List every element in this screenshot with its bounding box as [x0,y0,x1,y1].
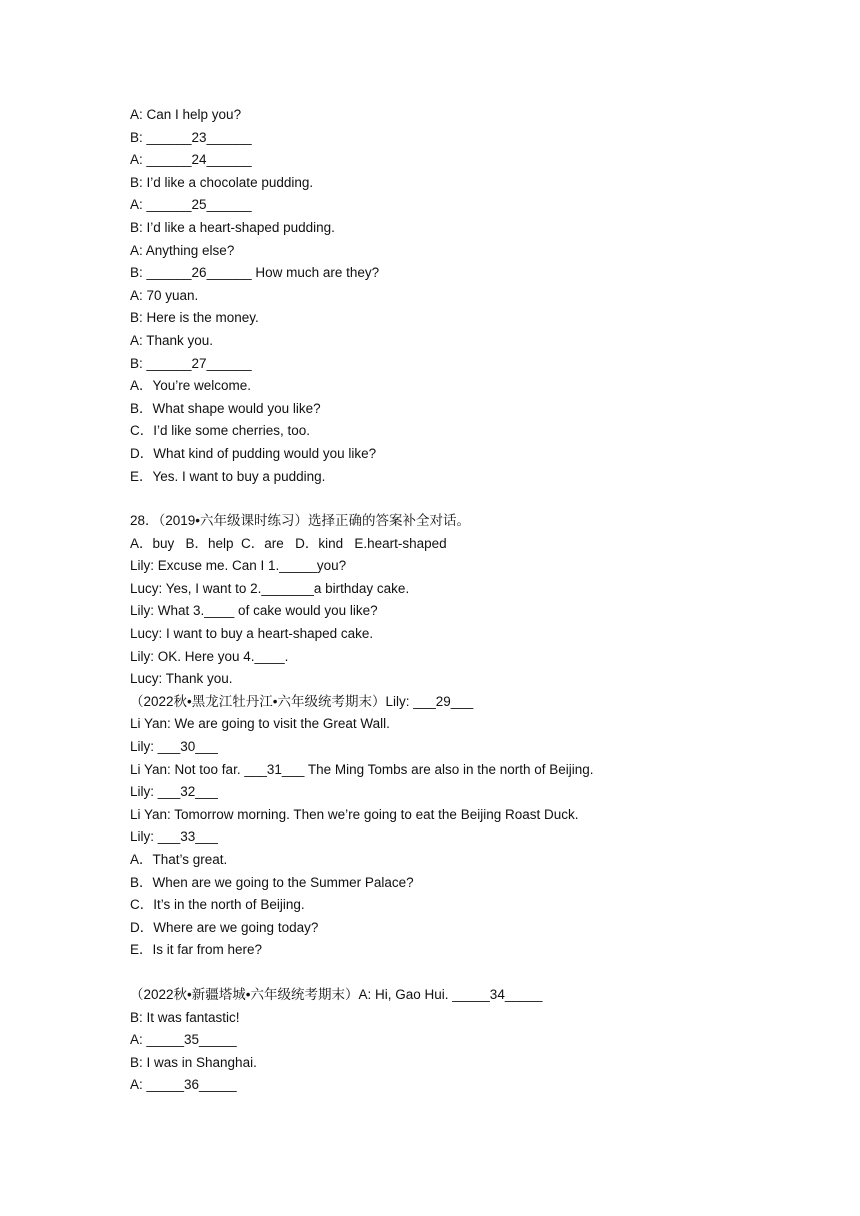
dialogue-shop-section [130,104,810,488]
text-line: B: It was fantastic! [130,1009,240,1025]
option-line: D．What kind of pudding would you like? [130,445,377,461]
text-line: B: ______27______ [130,355,252,371]
text-line: B: I’d like a heart-shaped pudding. [130,219,335,235]
text-line: Lily: OK. Here you 4.____. [130,648,289,664]
text-line: A: _____35_____ [130,1032,237,1048]
text-line: B: ______26______ How much are they? [130,265,380,281]
text-line: Lily: What 3.____ of cake would you like? [130,603,378,619]
text-line: B: I was in Shanghai. [130,1054,257,1070]
text-line: A: 70 yuan. [130,287,199,303]
section-gap [130,488,810,510]
word-bank: A．buy B．help C．are D．kind E.heart-shaped [130,535,447,551]
option-line: C．It’s in the north of Beijing. [130,897,305,913]
text-line: Lily: ___30___ [130,739,218,755]
text-line: Li Yan: Not too far. ___31___ The Ming Tombs are also in the north of Beijing. [130,761,594,777]
dialogue-shanghai-section [130,984,810,1097]
option-line: A．You’re welcome. [130,378,252,394]
text-line: B: I’d like a chocolate pudding. [130,174,314,190]
option-line: C．I’d like some cherries, too. [130,423,311,439]
option-line: E．Yes. I want to buy a pudding. [130,468,326,484]
text-line: Lucy: Yes, I want to 2._______a birthday cake. [130,580,410,596]
text-line: A: ______25______ [130,197,252,213]
text-line: Lucy: Thank you. [130,671,233,687]
text-line: B: ______23______ [130,129,252,145]
option-line: D．Where are we going today? [130,919,319,935]
text-line: A: ______24______ [130,152,252,168]
text-line: A: Anything else? [130,242,235,258]
section-gap [130,962,810,984]
question-heading: 28．（2019•六年级课时练习）选择正确的答案补全对话。 [130,513,471,529]
option-line: B．When are we going to the Summer Palace? [130,874,414,890]
text-line: Lucy: I want to buy a heart-shaped cake. [130,626,374,642]
text-line: Li Yan: Tomorrow morning. Then we’re going to eat the Beijing Roast Duck. [130,806,579,822]
option-line: A．That’s great. [130,852,228,867]
text-line: Lily: Excuse me. Can I 1._____you? [130,558,347,574]
text-line: Lily: ___32___ [130,784,218,800]
question-28-section [130,510,810,962]
option-line: E．Is it far from here? [130,942,263,958]
document-content [130,104,810,1097]
option-line: B．What shape would you like? [130,400,321,416]
text-line: Lily: ___33___ [130,829,218,845]
text-line: A: _____36_____ [130,1077,237,1093]
question-heading: （2022秋•新疆塔城•六年级统考期末）A: Hi, Gao Hui. _____34_____ [130,986,543,1002]
text-line: B: Here is the money. [130,310,259,326]
text-line: A: Can I help you? [130,107,242,122]
question-heading: （2022秋•黑龙江牡丹江•六年级统考期末）Lily: ___29___ [130,693,474,709]
text-line: Li Yan: We are going to visit the Great Wall. [130,716,390,732]
text-line: A: Thank you. [130,332,214,348]
